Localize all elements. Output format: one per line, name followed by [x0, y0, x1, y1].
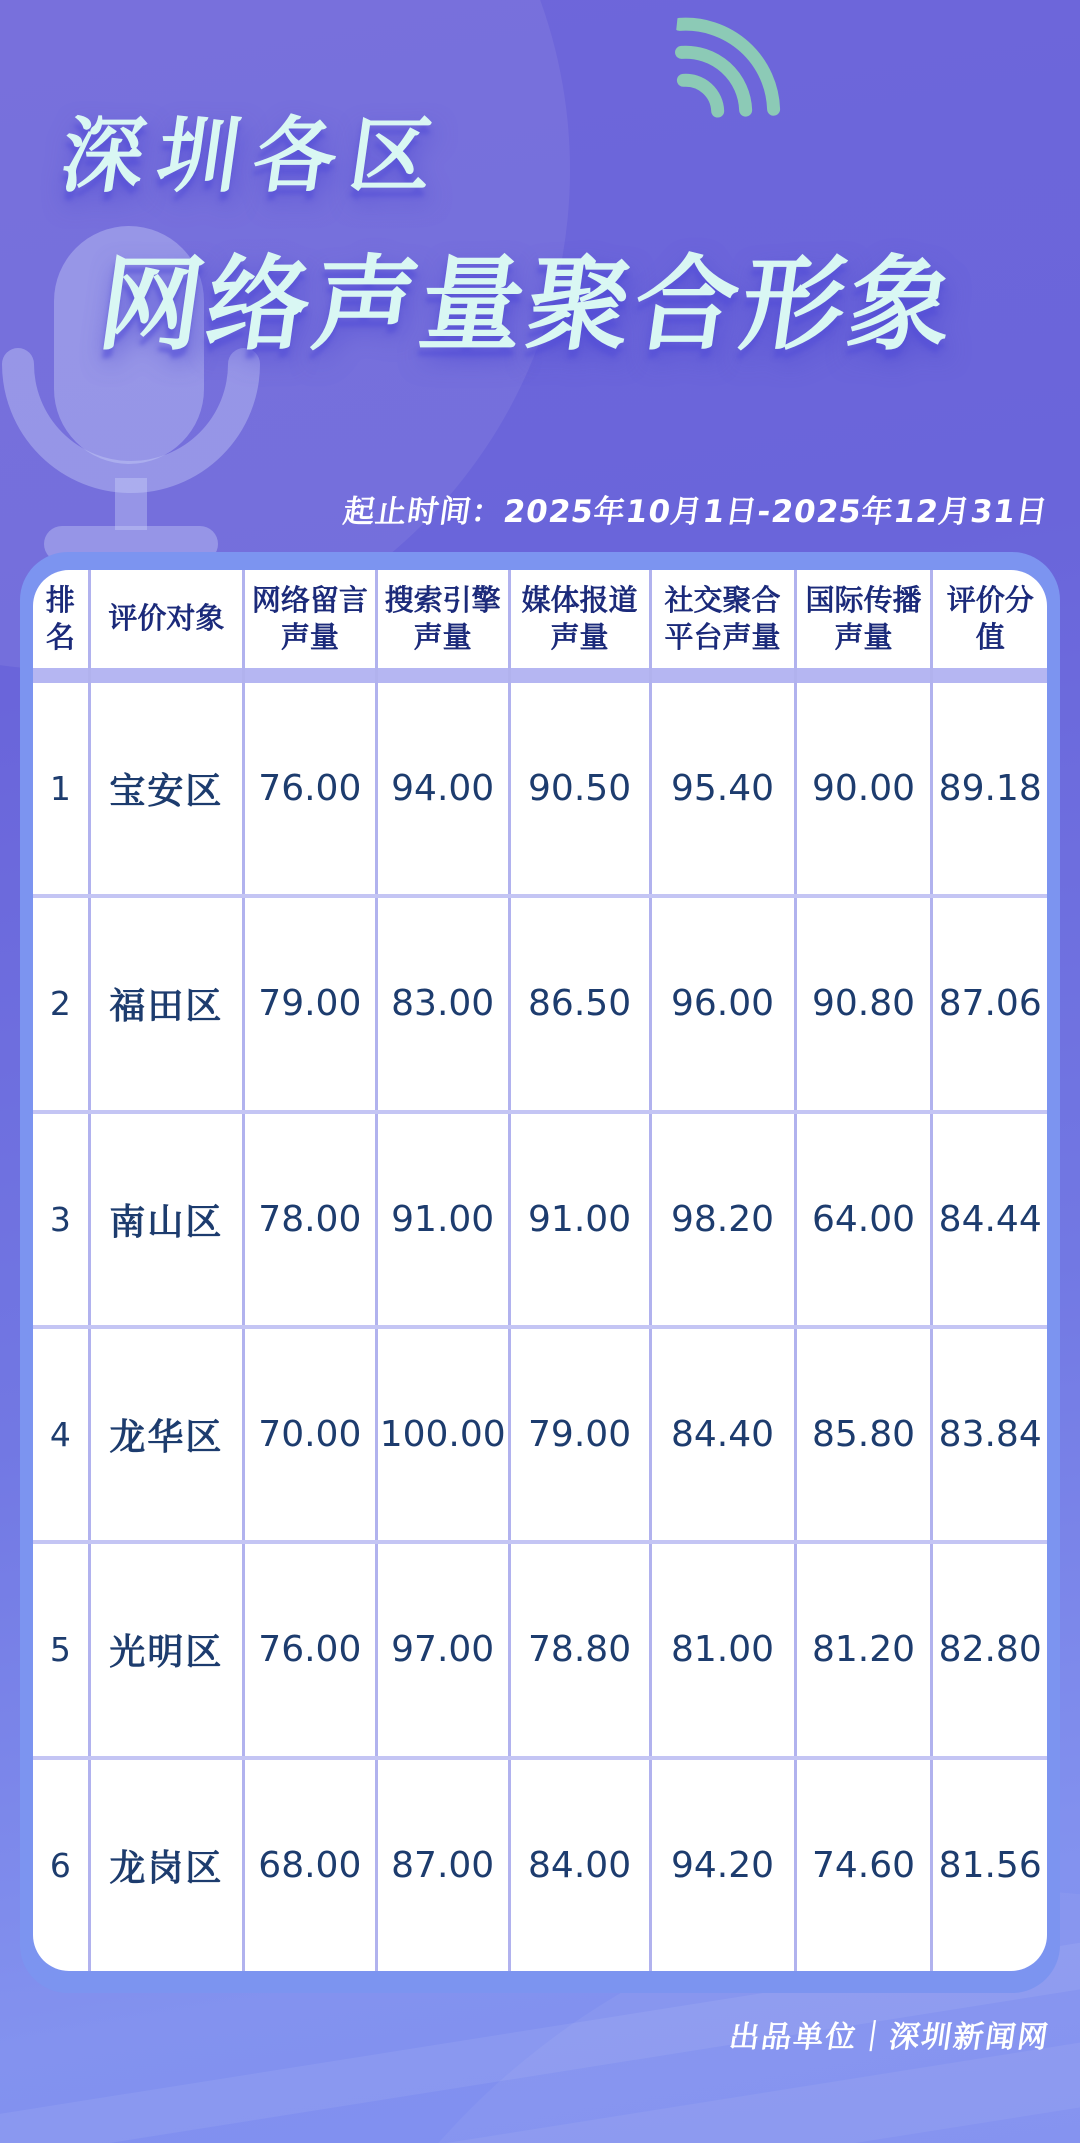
value-cell: 84.44 [938, 1198, 1042, 1240]
rank-cell: 1 [33, 683, 91, 894]
value-cell: 84.00 [511, 1760, 652, 1971]
credit-line: 出品单位｜深圳新闻网 [727, 2020, 1052, 2055]
table-row [33, 1756, 1047, 1971]
rank-cell: 3 [33, 1114, 91, 1325]
band-cell [652, 668, 797, 683]
page-title [55, 109, 965, 365]
header-cell-target: 评价对象 [91, 570, 245, 668]
value-cell: 98.20 [652, 1114, 797, 1325]
value-cell: 79.00 [511, 1329, 652, 1540]
value-cell: 64.00 [797, 1114, 934, 1325]
value-cell: 81.56 [938, 1844, 1042, 1886]
table-row [33, 1325, 1047, 1540]
table-row [33, 1540, 1047, 1755]
value-cell: 90.50 [511, 683, 652, 894]
rank-cell: 5 [33, 1544, 91, 1755]
district-cell: 宝安区 [91, 683, 245, 894]
value-cell: 70.00 [245, 1329, 378, 1540]
header-cell-score: 评价分值 [946, 582, 1034, 654]
band-cell [378, 668, 511, 683]
ranking-table-inner [33, 570, 1047, 1971]
value-cell: 87.06 [938, 983, 1042, 1025]
value-cell: 94.20 [652, 1760, 797, 1971]
value-cell: 78.00 [245, 1114, 378, 1325]
band-cell [797, 668, 934, 683]
district-cell: 光明区 [91, 1544, 245, 1755]
value-cell: 89.18 [938, 768, 1042, 810]
band-cell [91, 668, 245, 683]
table-header-row [33, 570, 1047, 668]
value-cell: 76.00 [245, 1544, 378, 1755]
district-cell: 龙华区 [91, 1329, 245, 1540]
title-line-2: 网络声量聚合形象 [91, 245, 965, 365]
rank-cell: 6 [33, 1760, 91, 1971]
band-cell [511, 668, 652, 683]
value-cell: 84.40 [652, 1329, 797, 1540]
header-cell-media: 媒体报道 声量 [511, 570, 652, 668]
table-row [33, 894, 1047, 1109]
value-cell: 76.00 [245, 683, 378, 894]
value-cell: 90.00 [797, 683, 934, 894]
district-cell: 南山区 [91, 1114, 245, 1325]
value-cell: 81.00 [652, 1544, 797, 1755]
header-cell-comments: 网络留言 声量 [245, 570, 378, 668]
header-cell-social: 社交聚合 平台声量 [652, 570, 797, 668]
value-cell: 91.00 [511, 1114, 652, 1325]
rank-cell: 2 [33, 898, 91, 1109]
value-cell: 100.00 [378, 1329, 511, 1540]
value-cell: 96.00 [652, 898, 797, 1109]
value-cell: 97.00 [378, 1544, 511, 1755]
value-cell: 83.84 [938, 1414, 1042, 1456]
header-cell-international: 国际传播 声量 [797, 570, 934, 668]
value-cell: 94.00 [378, 683, 511, 894]
district-cell: 福田区 [91, 898, 245, 1109]
value-cell: 79.00 [245, 898, 378, 1109]
value-cell: 91.00 [378, 1114, 511, 1325]
district-cell: 龙岗区 [91, 1760, 245, 1971]
header-cell-rank: 排名 [33, 570, 91, 668]
value-cell: 78.80 [511, 1544, 652, 1755]
value-cell: 82.80 [938, 1629, 1042, 1671]
value-cell: 85.80 [797, 1329, 934, 1540]
value-cell: 83.00 [378, 898, 511, 1109]
value-cell: 81.20 [797, 1544, 934, 1755]
ranking-table [20, 552, 1060, 1993]
header-cell-search: 搜索引擎 声量 [378, 570, 511, 668]
band-cell [245, 668, 378, 683]
date-range-label: 起止时间：2025年10月1日-2025年12月31日 [340, 494, 1051, 530]
band-cell [933, 668, 1047, 683]
value-cell: 74.60 [797, 1760, 934, 1971]
rank-cell: 4 [33, 1329, 91, 1540]
table-row [33, 1110, 1047, 1325]
band-cell [33, 668, 91, 683]
title-line-1: 深圳各区 [55, 109, 453, 204]
value-cell: 87.00 [378, 1760, 511, 1971]
header-underline-band [33, 668, 1047, 683]
value-cell: 68.00 [245, 1760, 378, 1971]
value-cell: 95.40 [652, 683, 797, 894]
value-cell: 90.80 [797, 898, 934, 1109]
table-row [33, 683, 1047, 894]
value-cell: 86.50 [511, 898, 652, 1109]
